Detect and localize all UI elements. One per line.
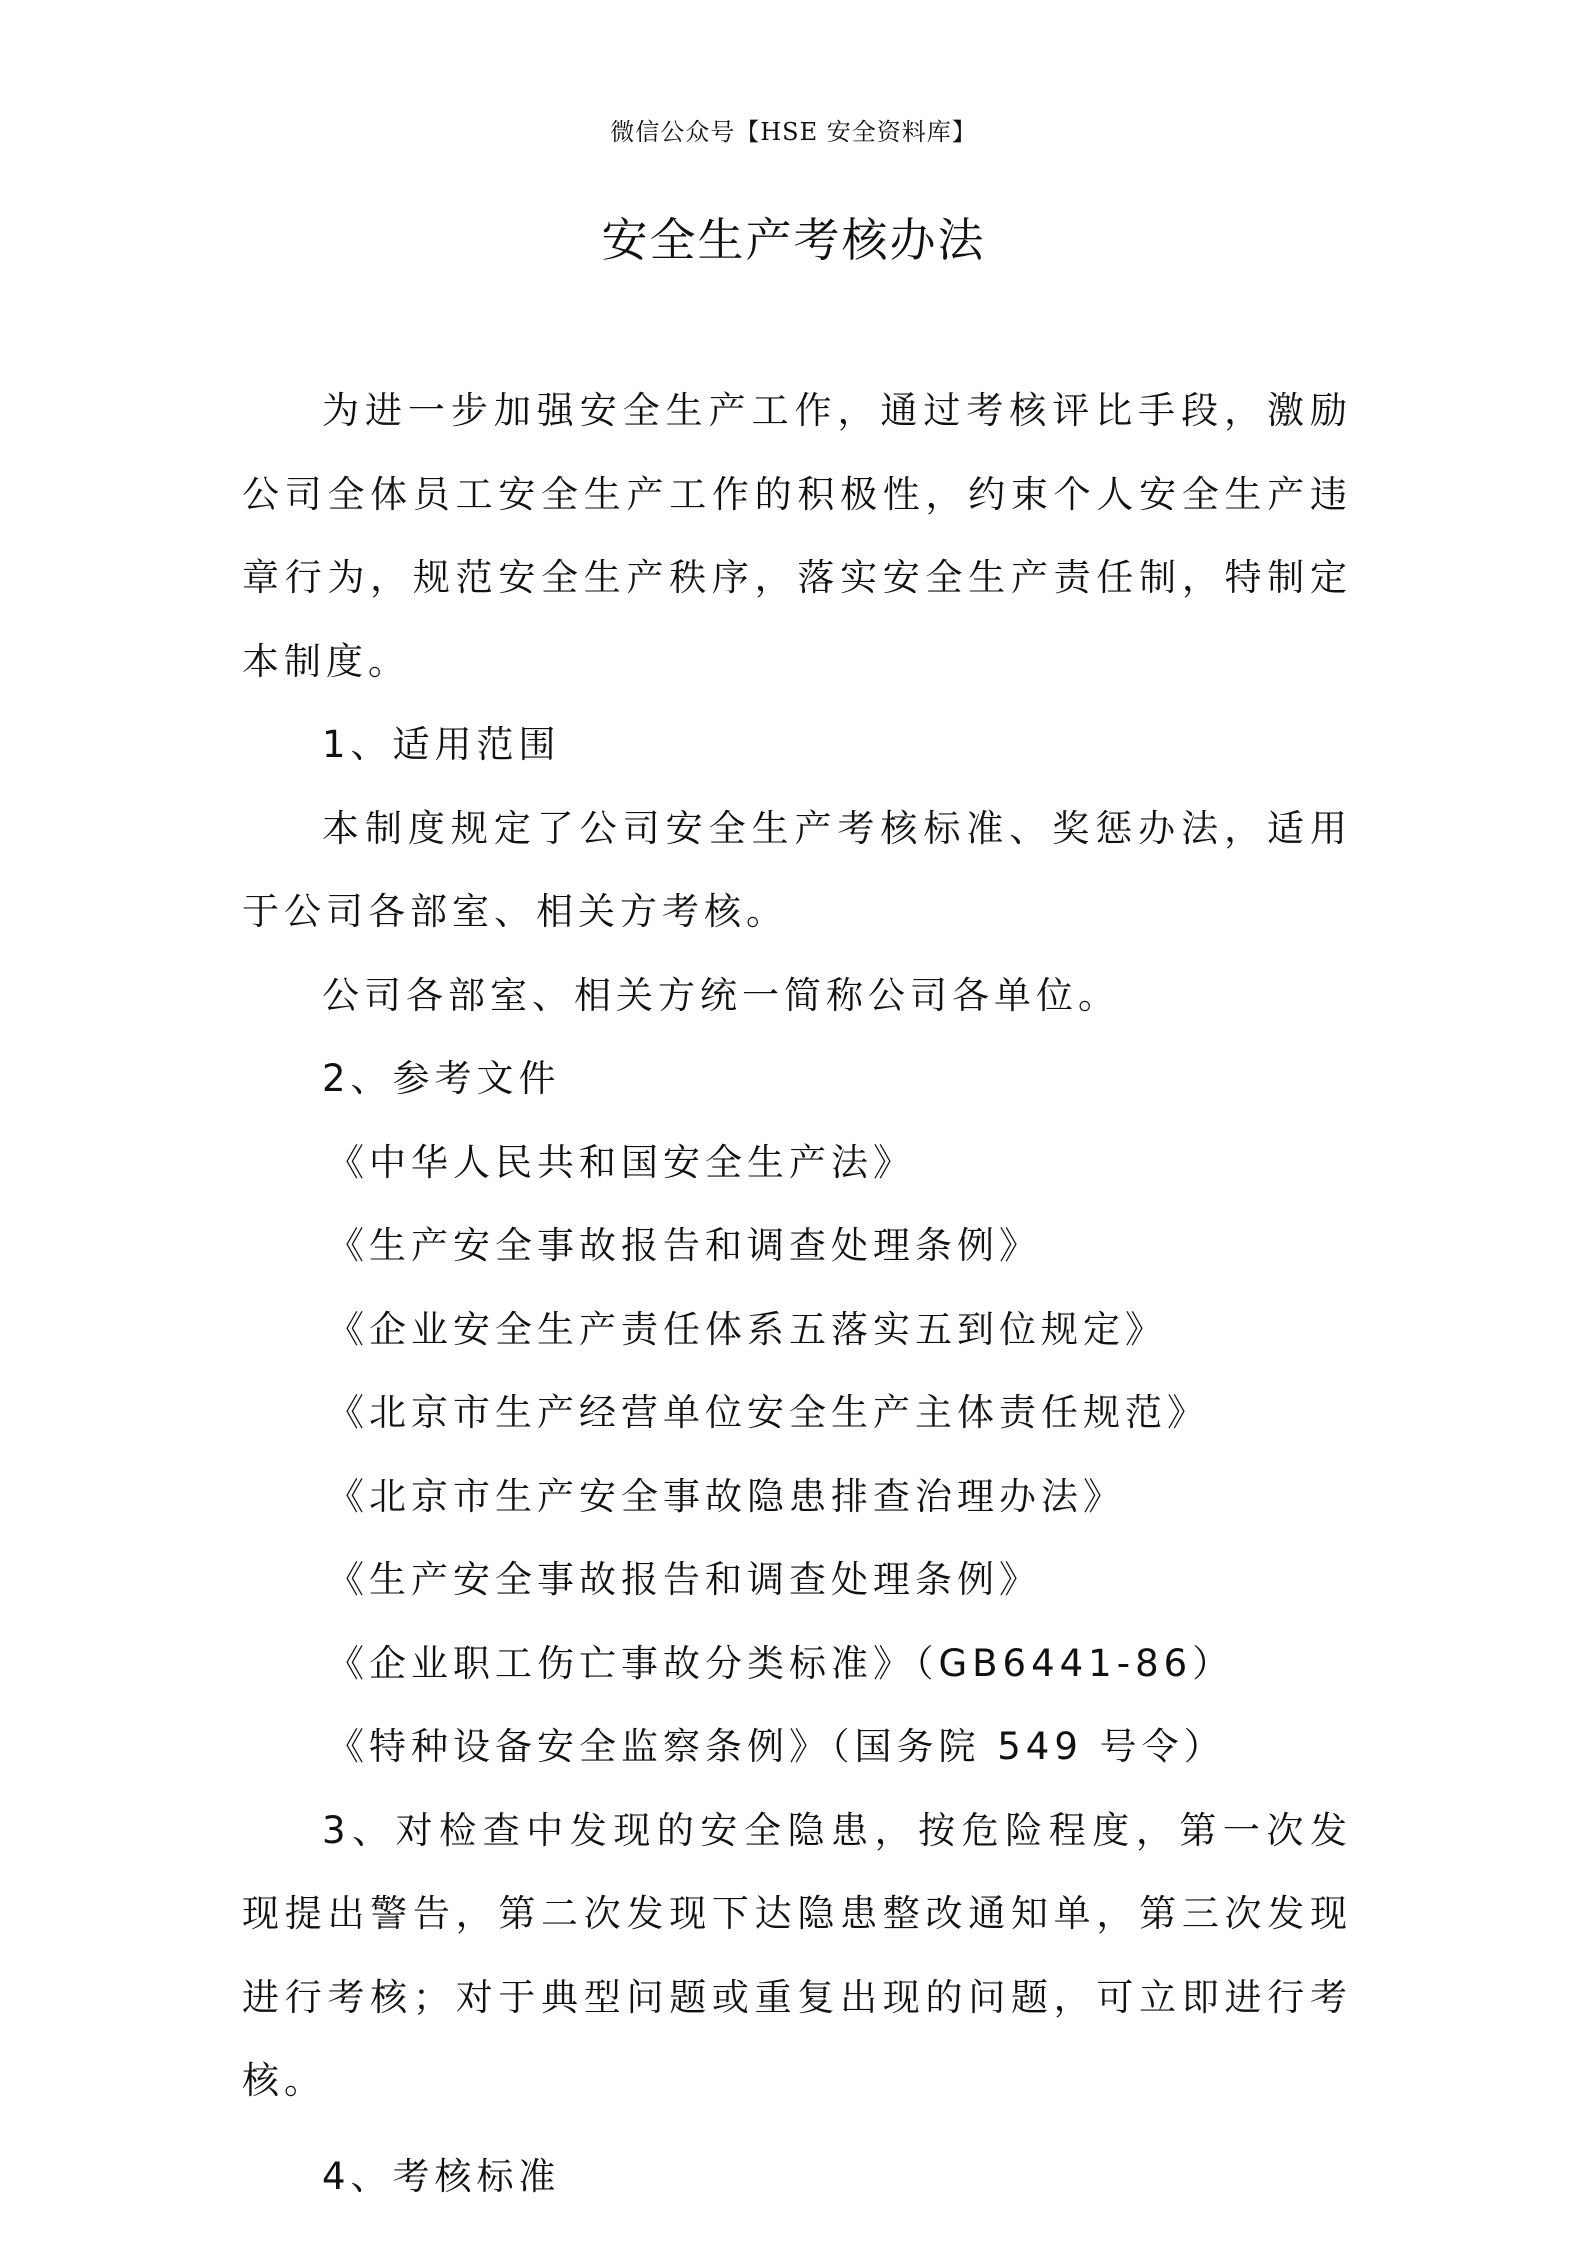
reference-item: 《企业职工伤亡事故分类标准》（GB6441-86） [327, 1641, 1235, 1685]
section1-heading: 1、适用范围 [322, 723, 561, 766]
section3-text: 3、对检查中发现的安全隐患，按危险程度，第一次发现提出警告，第二次发现下达隐患整改通知单，第三次发现进行考核；对于典型问题或重复出现的问题，可立即进行考核。 [242, 1808, 1352, 2102]
section4-heading: 4、考核标准 [322, 2154, 561, 2198]
page-title: 安全生产考核办法 [601, 213, 986, 267]
reference-item: 《生产安全事故报告和调查处理条例》 [327, 1224, 1041, 1267]
intro-paragraph: 为进一步加强安全生产工作，通过考核评比手段，激励公司全体员工安全生产工作的积极性，约束个人安全生产违章行为，规范安全生产秩序，落实安全生产责任制，特制定本制度。 [242, 389, 1352, 683]
reference-item: 《北京市生产安全事故隐患排查治理办法》 [327, 1474, 1125, 1518]
section1-text: 本制度规定了公司安全生产考核标准、奖惩办法，适用于公司各部室、相关方考核。 [242, 806, 1352, 933]
reference-item: 《企业安全生产责任体系五落实五到位规定》 [327, 1307, 1167, 1351]
header-note: 微信公众号【HSE 安全资料库】 [610, 118, 977, 146]
section1-note: 公司各部室、相关方统一简称公司各单位。 [322, 973, 1120, 1017]
reference-item: 《特种设备安全监察条例》（国务院 549 号令） [327, 1725, 1226, 1768]
reference-item: 《生产安全事故报告和调查处理条例》 [327, 1558, 1041, 1601]
reference-item: 《中华人民共和国安全生产法》 [327, 1140, 915, 1184]
reference-item: 《北京市生产经营单位安全生产主体责任规范》 [327, 1391, 1209, 1434]
document-body [242, 369, 1352, 2218]
section2-heading: 2、参考文件 [322, 1057, 561, 1100]
